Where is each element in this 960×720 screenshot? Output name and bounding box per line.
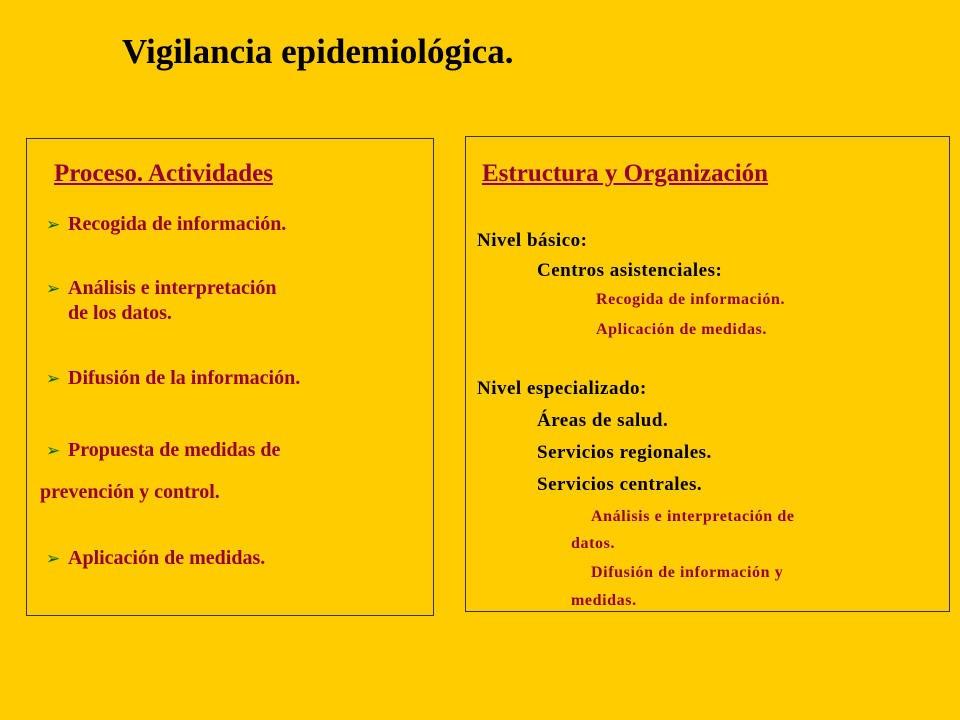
list-item: ➢ Aplicación de medidas.: [46, 547, 266, 569]
arrow-bullet-icon: ➢: [46, 549, 61, 569]
level-basic: Nivel básico:: [477, 230, 588, 251]
specialized-unit: Servicios centrales.: [537, 474, 703, 495]
centers-task: Recogida de información.: [596, 291, 786, 308]
central-task-cont: medidas.: [571, 592, 637, 609]
arrow-bullet-icon: ➢: [46, 279, 61, 299]
specialized-unit: Servicios regionales.: [537, 442, 712, 463]
specialized-unit: Áreas de salud.: [537, 410, 669, 431]
arrow-bullet-icon: ➢: [46, 369, 61, 389]
arrow-bullet-icon: ➢: [46, 441, 61, 461]
process-heading: Proceso. Actividades: [54, 160, 273, 187]
central-task: Difusión de información y: [591, 564, 784, 581]
list-item: ➢ Propuesta de medidas de: [46, 439, 281, 461]
list-item: ➢ Análisis e interpretación de los datos.: [46, 277, 277, 324]
list-item: ➢ Difusión de la información.: [46, 367, 301, 389]
list-item: ➢ Recogida de información.: [46, 213, 287, 235]
list-item-wrap: prevención y control.: [40, 481, 220, 503]
page-title: Vigilancia epidemiológica.: [122, 32, 514, 71]
level-specialized: Nivel especializado:: [477, 378, 647, 399]
structure-heading: Estructura y Organización: [482, 160, 769, 187]
central-task: Análisis e interpretación de: [591, 508, 795, 525]
central-task-cont: datos.: [571, 535, 616, 552]
level-basic-centers: Centros asistenciales:: [537, 260, 723, 281]
centers-task: Aplicación de medidas.: [596, 321, 767, 338]
arrow-bullet-icon: ➢: [46, 215, 61, 235]
structure-panel: [465, 136, 950, 612]
